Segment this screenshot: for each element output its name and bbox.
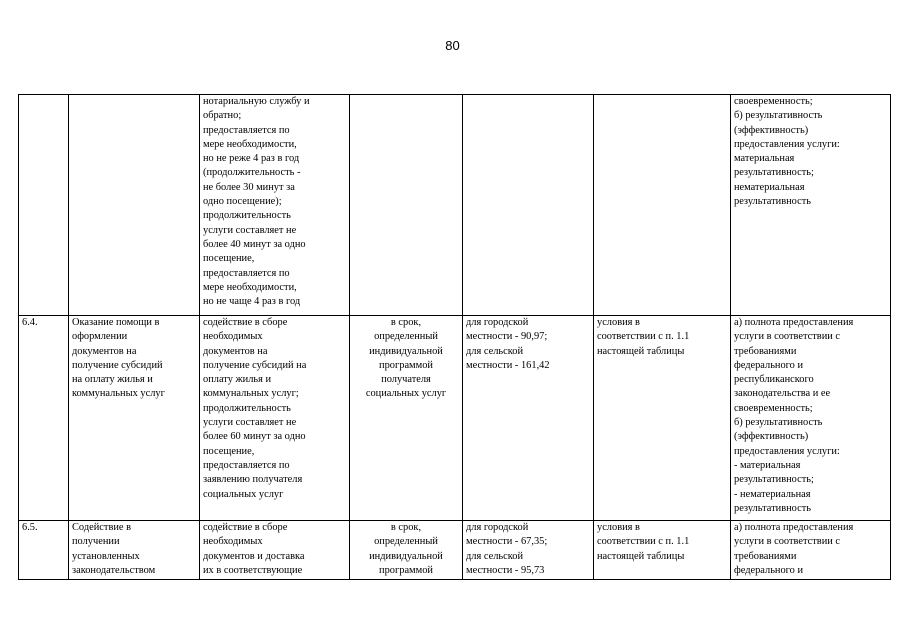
cell-text-line: оплату жилья и [203, 374, 272, 386]
cell-number [19, 95, 69, 316]
cell-text-line: требованиями [734, 550, 797, 562]
cell-text-line: - нематериальная [734, 488, 811, 500]
cell-text-line: Содействие в [72, 522, 132, 533]
cell-text-line: получателя [381, 374, 431, 386]
cell-text-line: требованиями [734, 345, 797, 357]
cell-service-content [200, 316, 350, 521]
cell-conditions [594, 316, 731, 521]
cell-text-line: (продолжительность - [203, 167, 301, 179]
cell-text-line: соответствии с п. 1.1 [597, 331, 690, 343]
cell-text-line: документов на [72, 345, 137, 357]
cell-text-line: а) полнота предоставления [734, 317, 854, 328]
cell-text-line: для сельской [466, 345, 524, 357]
cell-text-line: одно посещение); [203, 196, 282, 208]
cell-text-line: получение субсидий на [203, 359, 307, 371]
cell-tariff [463, 521, 594, 580]
cell-service-terms [350, 316, 463, 521]
cell-text-line: посещение, [203, 253, 255, 265]
services-table [18, 94, 891, 580]
cell-conditions [594, 95, 731, 316]
cell-text-line: местности - 90,97; [466, 331, 548, 343]
cell-text-line: местности - 161,42 [466, 359, 550, 371]
cell-service-content [200, 95, 350, 316]
cell-text-line: документов и доставка [203, 550, 305, 562]
cell-text-line: республиканского [734, 374, 814, 386]
cell-text-line: но не чаще 4 раз в год [203, 296, 301, 308]
cell-text-line: услуги в соответствии с [734, 536, 841, 548]
cell-text-line: необходимых [203, 536, 263, 548]
cell-text-line: результативность [734, 196, 812, 208]
table-row [19, 316, 891, 521]
table-row [19, 95, 891, 316]
cell-text-line: на оплату жилья и [72, 374, 153, 386]
cell-text-line: посещение, [203, 445, 255, 457]
cell-text-line: местности - 95,73 [466, 564, 545, 576]
cell-text-line: своевременность; [734, 402, 813, 414]
cell-text-line: предоставляется по [203, 459, 290, 471]
cell-text-line: индивидуальной [369, 550, 443, 562]
cell-text-line: обратно; [203, 110, 242, 122]
cell-text-line: коммунальных услуг; [203, 388, 299, 400]
cell-text-line: нотариальную службу и [203, 96, 310, 107]
cell-text-line: социальных услуг [365, 388, 447, 400]
cell-text-line: мере необходимости, [203, 138, 297, 150]
cell-text-line: соответствии с п. 1.1 [597, 536, 690, 548]
cell-text-line: б) результативность [734, 110, 823, 122]
cell-text-line: установленных [72, 550, 140, 562]
cell-text-line: (эффективность) [734, 124, 809, 136]
table-row [19, 521, 891, 580]
cell-text-line: получении [72, 536, 120, 548]
cell-text-line: условия в [597, 522, 640, 533]
cell-text-line: определенный [374, 536, 438, 548]
cell-text-line: необходимых [203, 331, 263, 343]
cell-text-line: предоставления услуги: [734, 138, 840, 150]
cell-tariff [463, 95, 594, 316]
cell-service-terms [350, 521, 463, 580]
cell-text-line: продолжительность [203, 402, 291, 414]
cell-text-line: Оказание помощи в [72, 317, 160, 328]
cell-text-line: результативность; [734, 474, 814, 486]
cell-text-line: предоставляется по [203, 124, 290, 136]
cell-text-line: предоставления услуги: [734, 445, 840, 457]
cell-text-line: но не реже 4 раз в год [203, 153, 300, 165]
cell-text-line: более 40 минут за одно [203, 238, 306, 250]
cell-text-line: для городской [466, 522, 529, 533]
cell-text-line: местности - 67,35; [466, 536, 548, 548]
cell-quality-indicators [731, 95, 891, 316]
cell-text-line: законодательства и ее [734, 388, 831, 400]
cell-text-line: программой [379, 359, 433, 371]
cell-text-line: законодательством [72, 564, 156, 576]
cell-text-line: результативность; [734, 167, 814, 179]
cell-text-line: услуги составляет не [203, 224, 297, 236]
cell-text-line: заявлению получателя [203, 474, 303, 486]
page-number: 80 [445, 38, 460, 53]
cell-text-line: программой [379, 564, 433, 576]
cell-text-line: настоящей таблицы [597, 345, 685, 357]
cell-text-line: определенный [374, 331, 438, 343]
cell-text-line: федерального и [734, 359, 804, 371]
cell-text-line: оформлении [72, 331, 128, 343]
cell-text-line: коммунальных услуг [72, 388, 165, 400]
cell-text-line: в срок, [390, 317, 422, 328]
cell-text-line: для сельской [466, 550, 524, 562]
cell-service-name [69, 95, 200, 316]
cell-text-line: федерального и [734, 564, 804, 576]
cell-text-line: настоящей таблицы [597, 550, 685, 562]
cell-text-line: более 60 минут за одно [203, 431, 306, 443]
cell-text-line: индивидуальной [369, 345, 443, 357]
cell-text-line: материальная [734, 153, 795, 165]
cell-text-line: услуги составляет не [203, 417, 297, 429]
cell-conditions [594, 521, 731, 580]
cell-text-line: в срок, [390, 522, 422, 533]
cell-quality-indicators [731, 521, 891, 580]
cell-service-terms [350, 95, 463, 316]
cell-text-line: своевременность; [734, 96, 813, 107]
cell-service-name [69, 521, 200, 580]
cell-quality-indicators [731, 316, 891, 521]
cell-text-line: предоставляется по [203, 267, 290, 279]
cell-text-line: социальных услуг [203, 488, 284, 500]
cell-text-line: услуги в соответствии с [734, 331, 841, 343]
cell-text-line: содействие в сборе [203, 522, 288, 533]
cell-text-line: документов на [203, 345, 268, 357]
cell-number: 6.5. [19, 521, 69, 580]
cell-text-line: условия в [597, 317, 640, 328]
cell-text-line: получение субсидий [72, 359, 163, 371]
cell-tariff [463, 316, 594, 521]
cell-text-line: мере необходимости, [203, 281, 297, 293]
cell-number: 6.4. [19, 316, 69, 521]
cell-text-line: а) полнота предоставления [734, 522, 854, 533]
cell-service-name [69, 316, 200, 521]
cell-text-line: результативность [734, 502, 812, 514]
cell-text-line: не более 30 минут за [203, 181, 295, 193]
cell-text-line: - материальная [734, 459, 801, 471]
cell-text-line: содействие в сборе [203, 317, 288, 328]
cell-text-line: продолжительность [203, 210, 291, 222]
cell-text-line: их в соответствующие [203, 564, 303, 576]
cell-text-line: для городской [466, 317, 529, 328]
cell-text-line: нематериальная [734, 181, 805, 193]
cell-service-content [200, 521, 350, 580]
cell-text-line: б) результативность [734, 417, 823, 429]
cell-text-line: (эффективность) [734, 431, 809, 443]
